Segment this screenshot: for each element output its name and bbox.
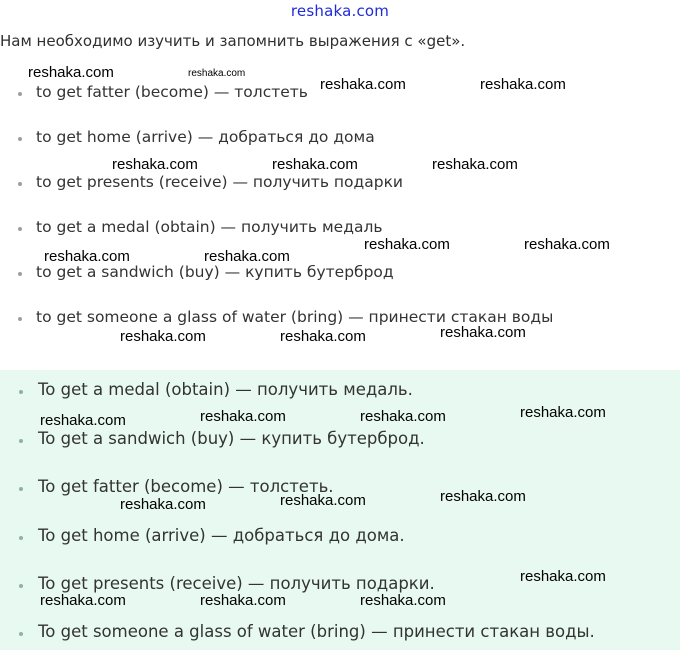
watermark: reshaka.com (280, 328, 366, 345)
watermark: reshaka.com (432, 156, 518, 173)
bullet-icon (19, 632, 23, 636)
bullet-icon (18, 227, 22, 231)
watermark: reshaka.com (200, 592, 286, 609)
watermark: reshaka.com (200, 408, 286, 425)
watermark: reshaka.com (364, 236, 450, 253)
list-item-text: to get a sandwich (buy) — купить бутерброд (36, 263, 394, 281)
list-item-text: to get presents (receive) — получить подарки (36, 173, 404, 191)
watermark: reshaka.com (40, 412, 126, 429)
site-watermark-header[interactable]: reshaka.com (290, 2, 390, 20)
watermark: reshaka.com (120, 328, 206, 345)
watermark: reshaka.com (320, 76, 406, 93)
watermark: reshaka.com (44, 248, 130, 265)
bullet-icon (19, 584, 23, 588)
watermark: reshaka.com (28, 64, 114, 81)
bullet-icon (18, 182, 22, 186)
watermark: reshaka.com (112, 156, 198, 173)
watermark: reshaka.com (360, 408, 446, 425)
watermark: reshaka.com (520, 568, 606, 585)
list-item-text: to get a medal (obtain) — получить медаль (36, 218, 383, 236)
list-item-text: To get fatter (become) — толстеть. (38, 477, 334, 496)
watermark: reshaka.com (520, 404, 606, 421)
bullet-icon (18, 272, 22, 276)
list-item-text: To get someone a glass of water (bring) — принести стакан воды. (38, 622, 595, 641)
bullet-icon (19, 536, 23, 540)
bullet-icon (19, 390, 23, 394)
list-item-text: To get a sandwich (buy) — купить бутерброд. (38, 429, 425, 448)
bullet-icon (19, 439, 23, 443)
watermark: reshaka.com (120, 496, 206, 513)
bullet-icon (18, 137, 22, 141)
bullet-icon (18, 92, 22, 96)
list-item-text: to get someone a glass of water (bring) — принести стакан воды (36, 308, 554, 326)
watermark: reshaka.com (440, 488, 526, 505)
list-item-text: To get presents (receive) — получить подарки. (38, 574, 435, 593)
list-item-text: To get a medal (obtain) — получить медаль. (38, 380, 413, 399)
watermark: reshaka.com (40, 592, 126, 609)
list-item-text: to get home (arrive) — добраться до дома (36, 128, 375, 146)
list-item-text: to get fatter (become) — толстеть (36, 83, 308, 101)
watermark: reshaka.com (280, 492, 366, 509)
watermark: reshaka.com (272, 156, 358, 173)
watermark: reshaka.com (524, 236, 610, 253)
watermark: reshaka.com (360, 592, 446, 609)
watermark: reshaka.com (188, 68, 246, 79)
watermark: reshaka.com (480, 76, 566, 93)
watermark: reshaka.com (204, 248, 290, 265)
intro-text: Нам необходимо изучить и запомнить выражения с «get». (0, 32, 466, 50)
bullet-icon (19, 487, 23, 491)
list-item-text: To get home (arrive) — добраться до дома. (38, 526, 405, 545)
watermark: reshaka.com (440, 324, 526, 341)
bullet-icon (18, 317, 22, 321)
